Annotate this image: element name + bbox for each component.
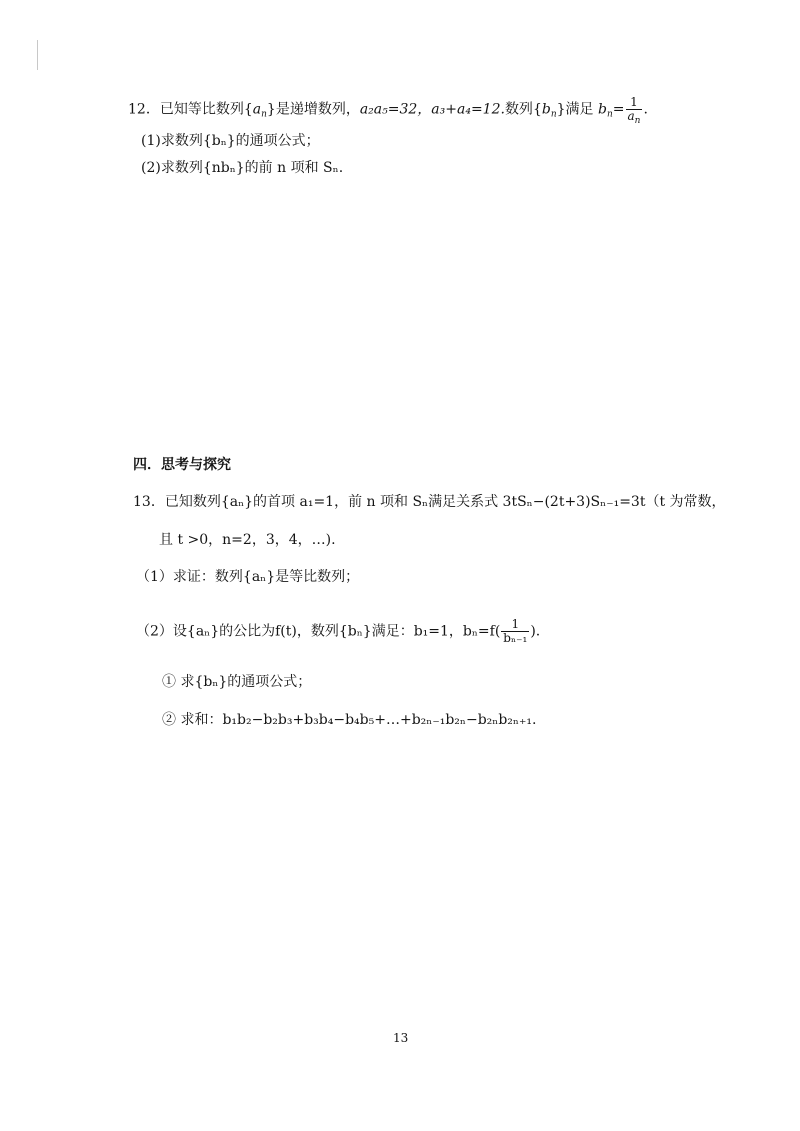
q12-bn: b bbox=[598, 101, 607, 118]
q12-eq: = bbox=[612, 101, 625, 118]
q12-sub-n: n bbox=[261, 109, 267, 120]
q13-fraction bbox=[501, 618, 529, 645]
section-heading: 四．思考与探究 bbox=[133, 457, 231, 473]
q13-line1: 13．已知数列{aₙ}的首项 a₁=1，前 n 项和 Sₙ满足关系式 3tSₙ−(2t+3)Sₙ₋₁=3t（t 为常数， bbox=[133, 494, 726, 510]
q12-seq-b: b bbox=[541, 101, 551, 118]
q12-part1: (1)求数列{bₙ}的通项公式； bbox=[141, 133, 320, 149]
q12-intro-1: 已知等比数列 bbox=[159, 101, 244, 118]
q13-part2 bbox=[136, 618, 540, 645]
q12-frac-den: a bbox=[627, 109, 635, 123]
q12-seq-a: a bbox=[252, 101, 262, 118]
q12-fraction: $\frac{1}{a_n}$ bbox=[627, 95, 641, 126]
page-number: 13 bbox=[393, 1031, 409, 1045]
q12-part2: (2)求数列{nbₙ}的前 n 项和 Sₙ. bbox=[141, 160, 344, 176]
q13-frac-den: bₙ₋₁ bbox=[503, 631, 528, 645]
q12-frac-num: 1 bbox=[626, 96, 643, 110]
q12-number: 12． bbox=[128, 101, 160, 118]
q13-part1: （1）求证：数列{aₙ}是等比数列； bbox=[136, 569, 360, 585]
q13-sub2: ② 求和：b₁b₂−b₂b₃+b₃b₄−b₄b₅+…+b₂ₙ₋₁b₂ₙ−b₂ₙb₂ₙ₊₁. bbox=[162, 712, 537, 728]
q13-sub1: ① 求{bₙ}的通项公式； bbox=[162, 674, 312, 690]
q12-intro-3: 数列 bbox=[504, 101, 533, 118]
q12-end: . bbox=[643, 101, 648, 118]
q13-frac-num: 1 bbox=[501, 618, 529, 632]
q13-part2-text: （2）设{aₙ}的公比为f(t)，数列{bₙ}满足：b₁=1，bₙ=f( bbox=[136, 623, 501, 640]
q12-condition: a₂a₅=32，a₃+a₄=12. bbox=[359, 101, 505, 118]
q12-intro-4: 满足 bbox=[565, 101, 594, 118]
q13-part2-end: ). bbox=[530, 623, 541, 640]
scan-artifact bbox=[37, 40, 38, 70]
q12-line: 12．已知等比数列$\{a_n\}$是递增数列，a₂a₅=32，a₃+a₄=12.数列$\{b_n\}$满足 $b_n=$ $\frac{1}{a_n}$ . bbox=[128, 95, 648, 126]
q12-intro-2: 是递增数列， bbox=[275, 101, 360, 118]
q13-line2: 且 t >0，n=2，3，4，…). bbox=[159, 532, 336, 548]
